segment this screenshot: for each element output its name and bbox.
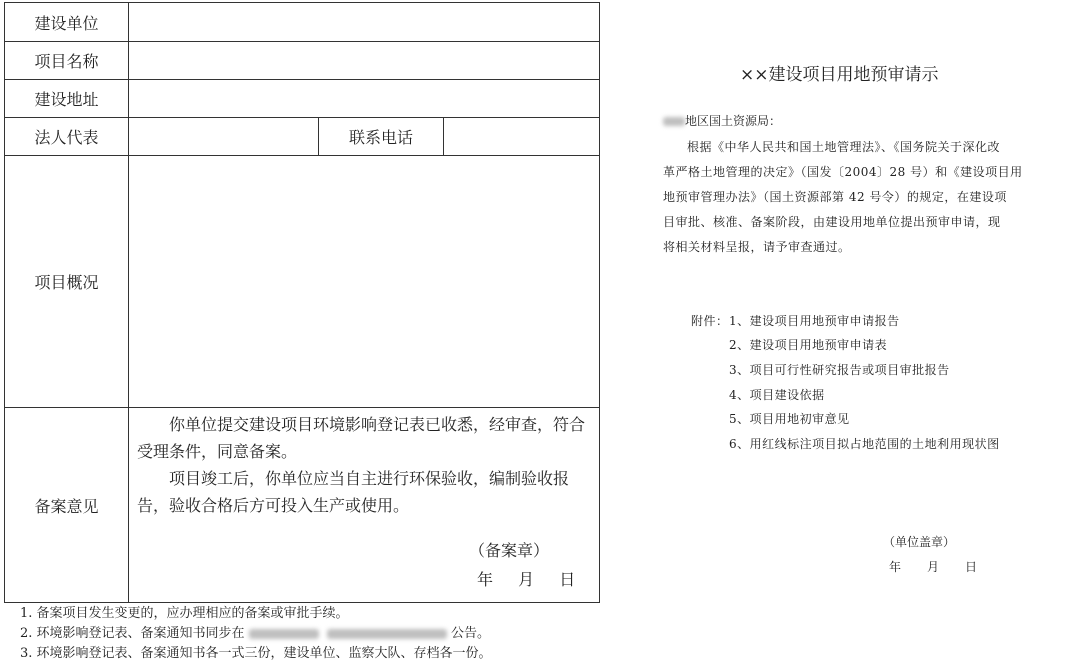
value-project-overview[interactable] xyxy=(129,156,600,408)
land-pre-review-request xyxy=(655,0,1075,667)
opinion-paragraph-2: 项目竣工后，你单位应当自主进行环保验收，编制验收报告，验收合格后方可投入生产或使用。 xyxy=(137,469,570,515)
date-month: 月 xyxy=(518,570,535,589)
filing-stamp-label: （备案章） xyxy=(469,541,550,560)
doc-addressee: 地区国土资源局： xyxy=(663,112,781,129)
redacted-url xyxy=(327,629,447,639)
attachments-label: 附件： xyxy=(691,314,729,328)
doc-body-line-3: 地预审管理办法》（国土资源部第 42 号令）的规定，在建设项 xyxy=(663,190,1007,204)
doc-title: ××建设项目用地预审请示 xyxy=(740,65,939,85)
value-contact-phone[interactable] xyxy=(444,118,600,156)
row-construction-address xyxy=(5,80,600,118)
redacted-site-name xyxy=(249,629,319,639)
label-project-overview: 项目概况 xyxy=(5,156,129,408)
note-2 xyxy=(20,624,492,644)
value-construction-address[interactable] xyxy=(129,80,600,118)
doc-date-month: 月 xyxy=(927,560,940,574)
label-construction-unit: 建设单位 xyxy=(5,3,129,42)
doc-body-line-5: 将相关材料呈报，请予审查通过。 xyxy=(663,240,851,254)
doc-body-line-1: 根据《中华人民共和国土地管理法》、《国务院关于深化改 xyxy=(687,140,1001,154)
row-project-overview xyxy=(5,156,600,408)
doc-date-year: 年 xyxy=(889,560,902,574)
redacted-region xyxy=(663,117,685,126)
row-filing-opinion xyxy=(5,408,600,603)
row-construction-unit xyxy=(5,3,600,42)
form-notes xyxy=(20,604,492,664)
note-1: 1. 备案项目发生变更的，应办理相应的备案或审批手续。 xyxy=(20,606,349,621)
doc-body-line-2: 革严格土地管理的决定》（国发〔2004〕28 号）和《建设项目用 xyxy=(663,165,1023,179)
label-filing-opinion: 备案意见 xyxy=(5,408,129,603)
attachment-1: 1、建设项目用地预审申请报告 xyxy=(729,314,900,328)
attachment-6: 6、用红线标注项目拟占地范围的土地利用现状图 xyxy=(729,437,1000,451)
attachment-3: 3、项目可行性研究报告或项目审批报告 xyxy=(729,363,950,377)
date-day: 日 xyxy=(559,570,576,589)
note-2-text: 2. 环境影响登记表、备案通知书同步在 xyxy=(20,626,245,641)
form-table xyxy=(4,2,600,603)
note-3: 3. 环境影响登记表、备案通知书各一式三份，建设单位、监察大队、存档各一份。 xyxy=(20,646,492,661)
registration-form xyxy=(4,2,599,603)
attachment-4: 4、项目建设依据 xyxy=(729,388,825,402)
opinion-date-line xyxy=(477,567,595,590)
opinion-paragraph-1: 你单位提交建设项目环境影响登记表已收悉，经审查，符合受理条件，同意备案。 xyxy=(137,415,586,461)
value-construction-unit[interactable] xyxy=(129,3,600,42)
filing-opinion-cell xyxy=(129,408,600,603)
label-project-name: 项目名称 xyxy=(5,42,129,80)
doc-date-day: 日 xyxy=(965,560,978,574)
date-year: 年 xyxy=(477,570,494,589)
value-project-name[interactable] xyxy=(129,42,600,80)
unit-seal-label: （单位盖章） xyxy=(883,535,956,549)
attachment-5: 5、项目用地初审意见 xyxy=(729,412,850,426)
attachment-2: 2、建设项目用地预审申请表 xyxy=(729,338,888,352)
row-legal-rep xyxy=(5,118,600,156)
value-legal-rep[interactable] xyxy=(129,118,319,156)
label-contact-phone: 联系电话 xyxy=(319,118,444,156)
label-construction-address: 建设地址 xyxy=(5,80,129,118)
doc-body-line-4: 目审批、核准、备案阶段，由建设用地单位提出预审申请，现 xyxy=(663,215,1001,229)
row-project-name xyxy=(5,42,600,80)
label-legal-rep: 法人代表 xyxy=(5,118,129,156)
note-2-tail: 公告。 xyxy=(450,626,490,641)
